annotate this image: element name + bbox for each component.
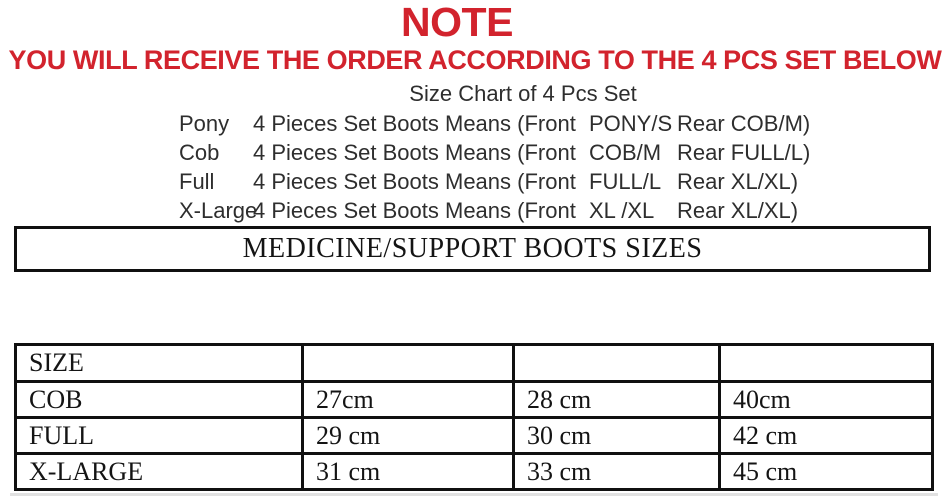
table-cell-measure: 27cm [303,382,514,418]
set-line-label: Full [179,169,215,194]
table-cell-measure: 45 cm [720,454,933,490]
set-line-front: PONY/S [589,111,673,136]
set-line-cob [179,138,810,167]
set-line-body: 4 Pieces Set Boots Means (Front [253,111,576,136]
set-line-front: XL /XL [589,198,655,223]
table-cell-measure: 42 cm [720,418,933,454]
set-line-rear: Rear FULL/L) [677,140,811,165]
set-line-front: FULL/L [589,169,662,194]
set-line-rear: Rear XL/XL) [677,198,799,223]
medicine-sizes-box [14,226,931,272]
sizes-table [14,343,934,491]
size-chart-subtitle: Size Chart of 4 Pcs Set [409,81,637,106]
set-line-full [179,167,810,196]
table-row-full [16,418,933,454]
set-line-label: Pony [179,111,230,136]
table-cell-empty [720,345,933,382]
size-chart-subtitle-row [0,80,950,107]
table-cell-size: X-LARGE [16,454,303,490]
table-cell-size: COB [16,382,303,418]
table-row-xlarge [16,454,933,490]
set-line-pony [179,109,810,138]
medicine-sizes-title: MEDICINE/SUPPORT BOOTS SIZES [242,233,703,264]
table-cell-measure: 29 cm [303,418,514,454]
order-warning-text: YOU WILL RECEIVE THE ORDER ACCORDING TO THE 4 PCS SET BELOW [8,45,942,75]
set-line-body: 4 Pieces Set Boots Means (Front [253,140,576,165]
table-cell-measure: 28 cm [514,382,720,418]
table-cell-empty [303,345,514,382]
set-line-front: COB/M [589,140,662,165]
table-row-header [16,345,933,382]
table-cell-size-label: SIZE [16,345,303,382]
pcs-set-lines [179,109,810,225]
table-cell-measure: 30 cm [514,418,720,454]
note-heading: NOTE [401,0,513,45]
table-cell-size: FULL [16,418,303,454]
scan-shadow [10,493,938,496]
table-cell-empty [514,345,720,382]
set-line-xlarge [179,196,810,225]
table-cell-measure: 33 cm [514,454,720,490]
set-line-body: 4 Pieces Set Boots Means (Front [253,198,576,223]
table-cell-measure: 31 cm [303,454,514,490]
table-cell-measure: 40cm [720,382,933,418]
set-line-label: X-Large [179,198,258,223]
set-line-label: Cob [179,140,220,165]
table-row-cob [16,382,933,418]
set-line-body: 4 Pieces Set Boots Means (Front [253,169,576,194]
set-line-rear: Rear XL/XL) [677,169,799,194]
set-line-rear: Rear COB/M) [677,111,811,136]
